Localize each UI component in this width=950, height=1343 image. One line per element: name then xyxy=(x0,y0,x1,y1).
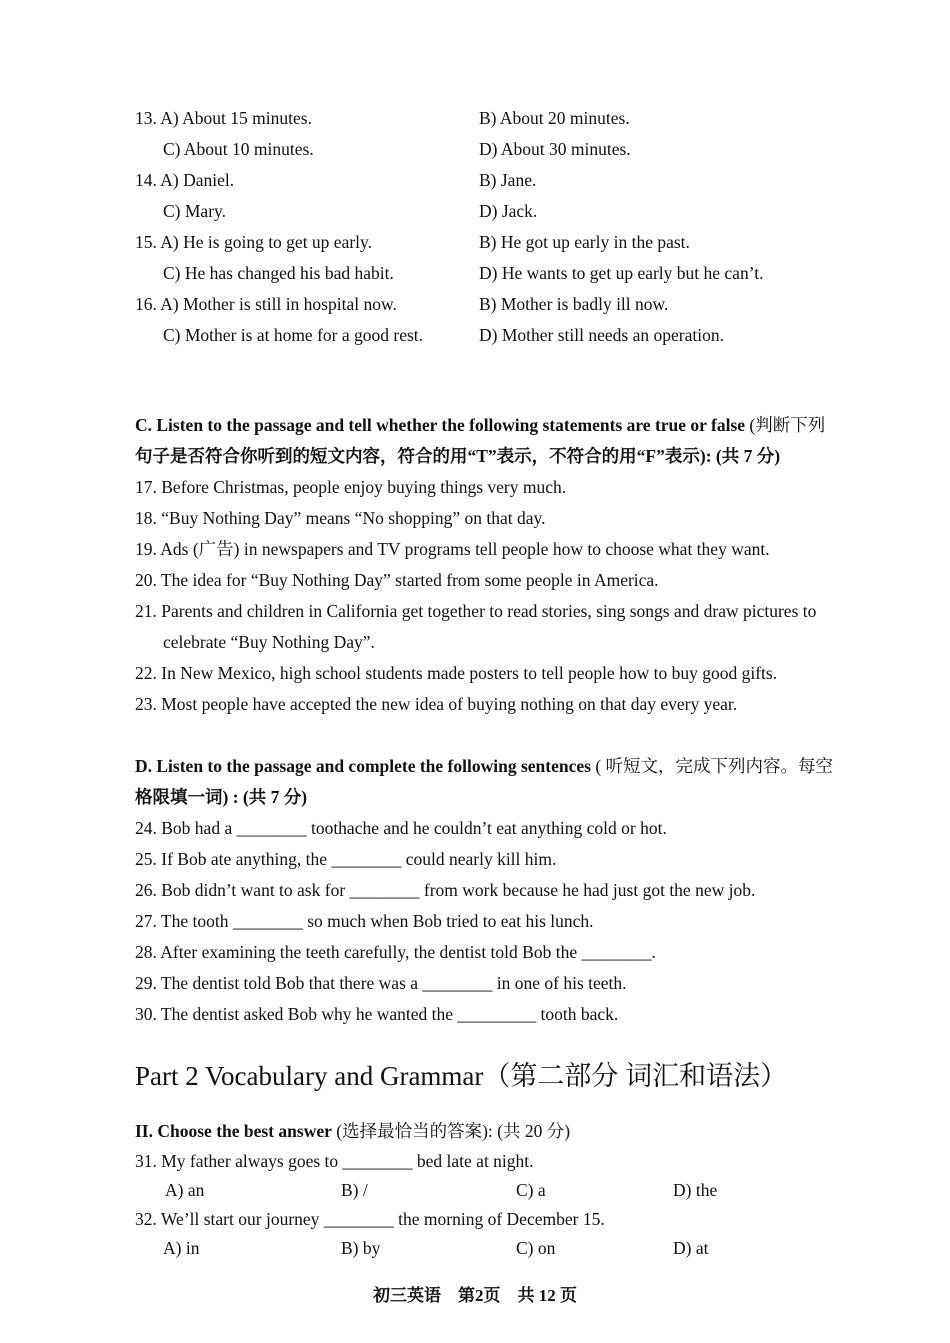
q32-option-c: C) on xyxy=(516,1238,556,1258)
section-ii-heading-rest: (选择最恰当的答案): (共 20 分) xyxy=(331,1121,571,1141)
q13-option-c: C) About 10 minutes. xyxy=(163,139,314,159)
sentence-30: 30. The dentist asked Bob why he wanted the _________ tooth back. xyxy=(135,1004,619,1024)
section-d-heading-line2: 格限填一词) : (共 7 分) xyxy=(135,787,308,807)
statement-22: 22. In New Mexico, high school students made posters to tell people how to buy good gifts. xyxy=(135,663,778,683)
section-c-heading-line2: 句子是否符合你听到的短文内容，符合的用“T”表示，不符合的用“F”表示): (共 7 分) xyxy=(135,446,781,466)
q31-option-a: A) an xyxy=(165,1180,205,1200)
q15-option-b: B) He got up early in the past. xyxy=(479,232,690,252)
q15-option-a: 15. A) He is going to get up early. xyxy=(135,232,373,252)
section-c-heading-rest: (判断下列 xyxy=(745,415,826,435)
statement-17: 17. Before Christmas, people enjoy buying things very much. xyxy=(135,477,567,497)
sentence-24: 24. Bob had a ________ toothache and he couldn’t eat anything cold or hot. xyxy=(135,818,667,838)
sentence-29: 29. The dentist told Bob that there was a ________ in one of his teeth. xyxy=(135,973,627,993)
section-ii-heading-bold: II. Choose the best answer xyxy=(135,1121,332,1141)
sentence-27: 27. The tooth ________ so much when Bob tried to eat his lunch. xyxy=(135,911,594,931)
statement-18: 18. “Buy Nothing Day” means “No shopping” on that day. xyxy=(135,508,546,528)
section-c-heading xyxy=(135,414,825,436)
sentence-25: 25. If Bob ate anything, the ________ could nearly kill him. xyxy=(135,849,557,869)
q31-option-b: B) / xyxy=(341,1180,368,1200)
q16-option-d: D) Mother still needs an operation. xyxy=(479,325,724,345)
q15-option-c: C) He has changed his bad habit. xyxy=(163,263,394,283)
statement-21: 21. Parents and children in California get together to read stories, sing songs and draw pictures to xyxy=(135,601,817,621)
section-d-heading-bold: D. Listen to the passage and complete the following sentences xyxy=(135,756,591,776)
q16-option-c: C) Mother is at home for a good rest. xyxy=(163,325,424,345)
question-32-stem: 32. We’ll start our journey ________ the morning of December 15. xyxy=(135,1209,605,1229)
statement-21-cont: celebrate “Buy Nothing Day”. xyxy=(163,632,375,652)
q32-option-a: A) in xyxy=(163,1238,200,1258)
q31-option-d: D) the xyxy=(673,1180,718,1200)
part2-title: Part 2 Vocabulary and Grammar（第二部分 词汇和语法） xyxy=(135,1061,788,1091)
statement-23: 23. Most people have accepted the new idea of buying nothing on that day every year. xyxy=(135,694,738,714)
q13-option-d: D) About 30 minutes. xyxy=(479,139,631,159)
q15-option-d: D) He wants to get up early but he can’t. xyxy=(479,263,764,283)
q31-option-c: C) a xyxy=(516,1180,546,1200)
section-c-heading-bold: C. Listen to the passage and tell whether the following statements are true or false xyxy=(135,415,746,435)
page-footer: 初三英语 第2页 共 12 页 xyxy=(373,1286,577,1305)
q16-option-a: 16. A) Mother is still in hospital now. xyxy=(135,294,397,314)
q14-option-b: B) Jane. xyxy=(479,170,537,190)
section-d-heading xyxy=(135,755,833,777)
section-ii-heading xyxy=(135,1120,570,1142)
q32-option-b: B) by xyxy=(341,1238,381,1258)
statement-20: 20. The idea for “Buy Nothing Day” started from some people in America. xyxy=(135,570,659,590)
q13-option-b: B) About 20 minutes. xyxy=(479,108,630,128)
sentence-26: 26. Bob didn’t want to ask for ________ from work because he had just got the new job. xyxy=(135,880,756,900)
sentence-28: 28. After examining the teeth carefully, the dentist told Bob the ________. xyxy=(135,942,656,962)
question-31-stem: 31. My father always goes to ________ bed late at night. xyxy=(135,1151,534,1171)
q16-option-b: B) Mother is badly ill now. xyxy=(479,294,669,314)
q14-option-c: C) Mary. xyxy=(163,201,227,221)
section-d-heading-rest: ( 听短文，完成下列内容。每空 xyxy=(590,756,834,776)
q32-option-d: D) at xyxy=(673,1238,709,1258)
q13-option-a: 13. A) About 15 minutes. xyxy=(135,108,312,128)
q14-option-a: 14. A) Daniel. xyxy=(135,170,235,190)
statement-19: 19. Ads (广告) in newspapers and TV programs tell people how to choose what they want. xyxy=(135,539,770,559)
q14-option-d: D) Jack. xyxy=(479,201,538,221)
